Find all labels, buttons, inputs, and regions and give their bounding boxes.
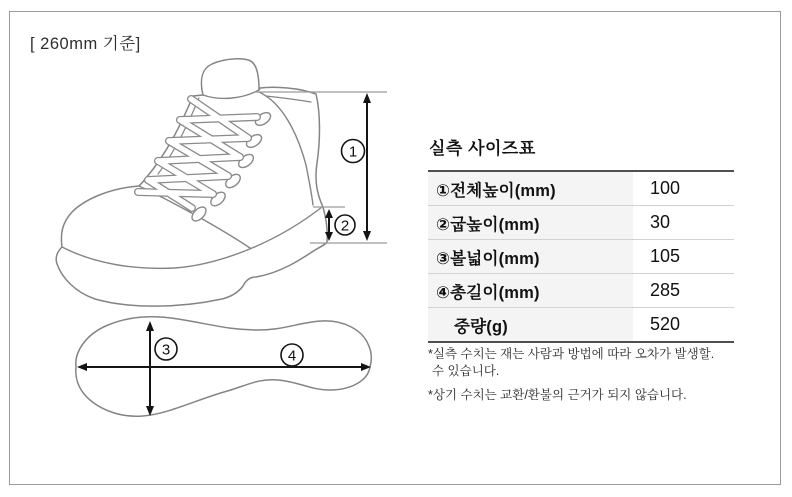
row-value: 30 (650, 212, 671, 232)
callout-3-label: 3 (161, 341, 171, 359)
note-no-refund-basis: *상기 수치는 교환/환불의 근거가 되지 않습니다. (428, 388, 687, 402)
disclaimer-notes (428, 346, 768, 404)
table-row (428, 205, 734, 239)
callout-1-label: 1 (348, 143, 358, 161)
row-label: ④총길이(mm) (428, 274, 633, 307)
row-value: 100 (650, 178, 681, 198)
table-row (428, 273, 734, 307)
size-panel (428, 134, 734, 343)
row-value: 520 (650, 314, 681, 334)
standard-size-label: [ 260mm 기준] (30, 35, 141, 53)
row-label: ①전체높이(mm) (428, 172, 633, 205)
table-row (428, 172, 734, 205)
row-value: 285 (650, 280, 681, 300)
row-label: 중량(g) (428, 308, 633, 341)
size-table (428, 170, 734, 343)
row-label: ②굽높이(mm) (428, 206, 633, 239)
table-row (428, 239, 734, 273)
row-value: 105 (650, 246, 681, 266)
boot-sketch (56, 59, 327, 306)
table-row (428, 307, 734, 341)
callout-4-label: 4 (287, 347, 297, 365)
row-label: ③볼넓이(mm) (428, 240, 633, 273)
note-measure-variance-line1: *실측 수치는 재는 사람과 방법에 따라 오차가 발생할. (428, 347, 715, 361)
note-measure-variance-line2: 수 있습니다. (432, 364, 500, 378)
callout-2-label: 2 (340, 217, 350, 235)
size-table-title: 실측 사이즈표 (429, 139, 536, 158)
